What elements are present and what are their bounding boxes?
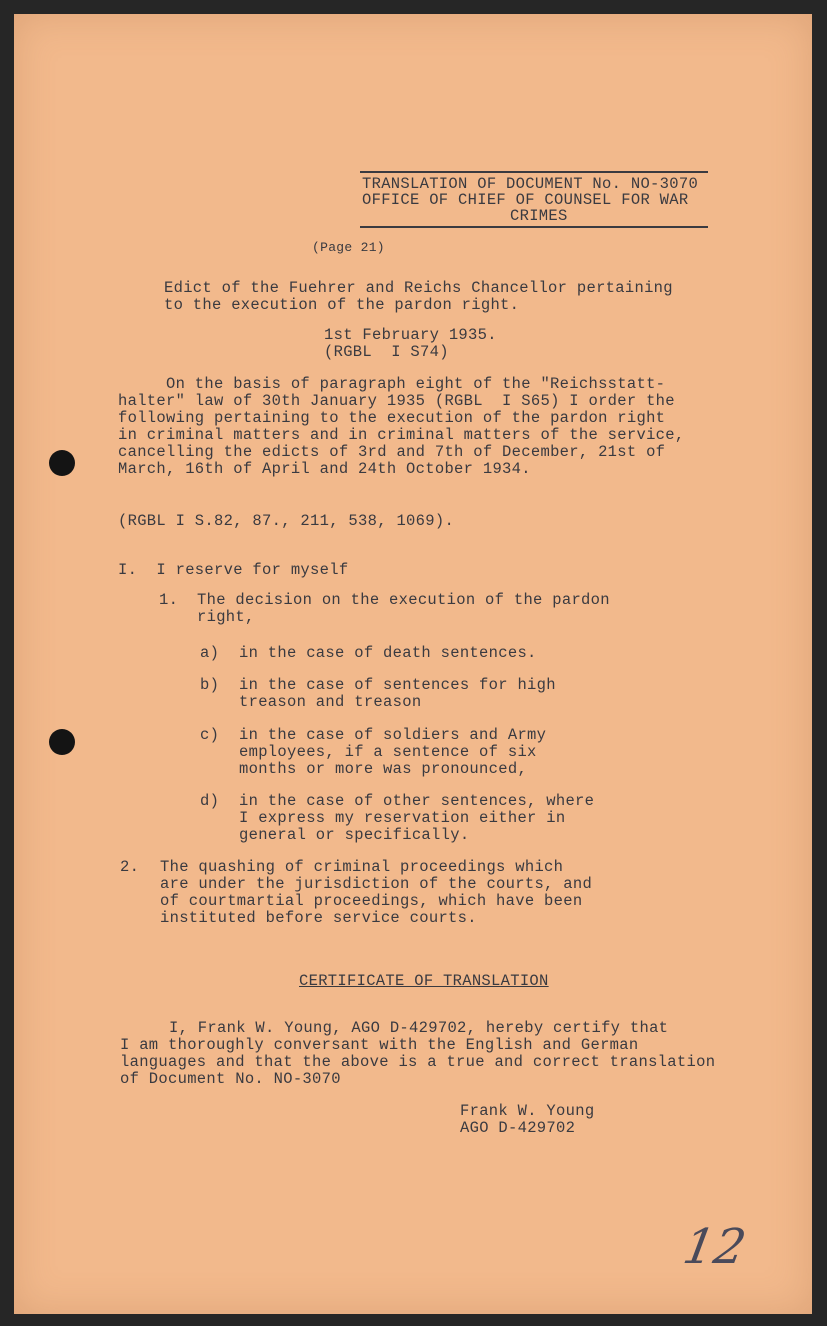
subitem-c-text: months or more was pronounced, xyxy=(239,760,528,778)
header-line-2: OFFICE OF CHIEF OF COUNSEL FOR WAR xyxy=(362,191,689,209)
title-line-2: to the execution of the pardon right. xyxy=(164,296,520,314)
subitem-a-letter: a) xyxy=(200,644,220,662)
intro-line: halter" law of 30th January 1935 (RGBL I S65) I order the xyxy=(118,392,675,410)
subitem-d-text: in the case of other sentences, where xyxy=(239,792,595,810)
subitem-b-text: treason and treason xyxy=(239,693,422,711)
item-2-line: The quashing of criminal proceedings which xyxy=(160,858,564,876)
item-1-number: 1. xyxy=(159,591,179,609)
certificate-line: of Document No. NO-3070 xyxy=(120,1070,341,1088)
item-1-line-2: right, xyxy=(197,608,255,626)
document-page xyxy=(14,14,812,1314)
item-2-line: of courtmartial proceedings, which have been xyxy=(160,892,583,910)
edict-reference: (RGBL I S74) xyxy=(324,343,449,361)
certificate-line: languages and that the above is a true and correct translation xyxy=(120,1053,716,1071)
intro-line: in criminal matters and in criminal matters of the service, xyxy=(118,426,685,444)
header-bottom-rule xyxy=(360,226,708,228)
signature-id: AGO D-429702 xyxy=(460,1119,576,1137)
punch-hole xyxy=(49,450,75,476)
subitem-c-text: employees, if a sentence of six xyxy=(239,743,537,761)
punch-hole xyxy=(49,729,75,755)
subitem-c-text: in the case of soldiers and Army xyxy=(239,726,547,744)
header-line-1: TRANSLATION OF DOCUMENT No. NO-3070 xyxy=(362,175,699,193)
subitem-d-text: I express my reservation either in xyxy=(239,809,566,827)
item-1-line-1: The decision on the execution of the pardon xyxy=(197,591,610,609)
intro-line: following pertaining to the execution of the pardon right xyxy=(118,409,666,427)
intro-line: On the basis of paragraph eight of the "Reichsstatt- xyxy=(166,375,666,393)
section-one-heading: I. I reserve for myself xyxy=(118,561,349,579)
subitem-a-text: in the case of death sentences. xyxy=(239,644,537,662)
certificate-heading: CERTIFICATE OF TRANSLATION xyxy=(299,972,549,990)
certificate-line: I am thoroughly conversant with the English and German xyxy=(120,1036,639,1054)
subitem-d-letter: d) xyxy=(200,792,220,810)
header-line-3: CRIMES xyxy=(510,207,568,225)
intro-line: cancelling the edicts of 3rd and 7th of December, 21st of xyxy=(118,443,666,461)
item-2-number: 2. xyxy=(120,858,140,876)
item-2-line: are under the jurisdiction of the courts, and xyxy=(160,875,593,893)
intro-line: March, 16th of April and 24th October 1934. xyxy=(118,460,531,478)
handwritten-page-number: 12 xyxy=(679,1219,751,1275)
citation: (RGBL I S.82, 87., 211, 538, 1069). xyxy=(118,512,455,530)
subitem-c-letter: c) xyxy=(200,726,220,744)
header-top-rule xyxy=(360,171,708,173)
signature-name: Frank W. Young xyxy=(460,1102,595,1120)
item-2-line: instituted before service courts. xyxy=(160,909,477,927)
certificate-line: I, Frank W. Young, AGO D-429702, hereby certify that xyxy=(169,1019,669,1037)
subitem-d-text: general or specifically. xyxy=(239,826,470,844)
page-reference: (Page 21) xyxy=(312,240,385,255)
subitem-b-letter: b) xyxy=(200,676,220,694)
subitem-b-text: in the case of sentences for high xyxy=(239,676,556,694)
edict-date: 1st February 1935. xyxy=(324,326,497,344)
title-line-1: Edict of the Fuehrer and Reichs Chancellor pertaining xyxy=(164,279,673,297)
